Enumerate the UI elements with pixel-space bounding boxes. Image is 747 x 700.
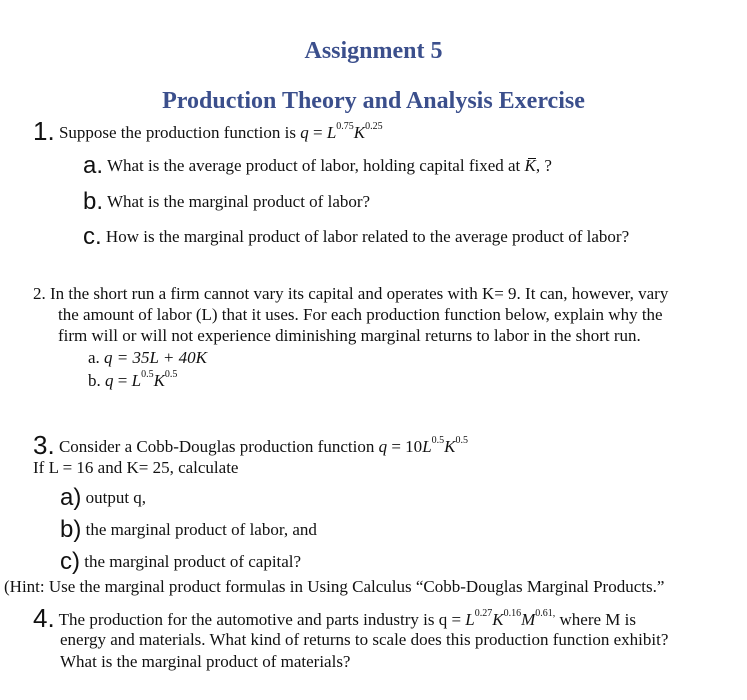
question-3b-text: the marginal product of labor, and — [85, 520, 317, 539]
question-2a-equation: q = 35L + 40K — [104, 348, 207, 367]
question-4-line-1 — [33, 605, 636, 631]
question-2b-label: b. — [88, 371, 101, 390]
question-1-text: Suppose the production function is — [58, 123, 296, 142]
assignment-title: Assignment 5 — [304, 38, 443, 64]
question-4-text: The production for the automotive and parts industry is q = — [58, 610, 462, 629]
k-bar-symbol: K — [524, 156, 536, 175]
question-3-equation: $q = 10L^{0.5}K^{0.5}$ — [378, 435, 468, 456]
question-2b — [88, 371, 177, 391]
question-1c-label: c. — [83, 223, 102, 250]
question-3-text: Consider a Cobb-Douglas production function — [58, 437, 375, 456]
question-1b-text: What is the marginal product of labor? — [106, 192, 371, 211]
question-3a-text: output q, — [85, 488, 147, 507]
question-4-equation: $L^{0.27}K^{0.16}M^{0.61,}$ — [465, 608, 556, 629]
question-3-given: If L = 16 and K= 25, calculate — [33, 458, 239, 477]
question-1b-label: b. — [83, 188, 104, 215]
question-4-line-2: energy and materials. What kind of returns to scale does this production function exhibit? — [60, 630, 669, 649]
question-4-number: 4. — [33, 603, 55, 633]
question-3c-label: c) — [60, 548, 80, 575]
question-3a-label: a) — [60, 484, 82, 511]
question-3b — [60, 518, 317, 542]
question-2a-label: a. — [88, 348, 100, 367]
question-2b-equation: $q = L^{0.5}K^{0.5}$ — [105, 369, 178, 390]
question-1a-end: , ? — [535, 156, 552, 175]
question-3c-text: the marginal product of capital? — [84, 552, 302, 571]
question-4-line-3: What is the marginal product of materials? — [60, 652, 351, 671]
question-2-line-2: the amount of labor (L) that it uses. For each production function below, explain why the — [58, 305, 663, 324]
question-3 — [33, 432, 468, 458]
question-3-hint: (Hint: Use the marginal product formulas in Using Calculus “Cobb-Douglas Marginal Products.” — [4, 577, 665, 596]
question-3b-label: b) — [60, 516, 82, 543]
question-2a — [88, 348, 207, 368]
question-4-text-after: where M is — [559, 610, 637, 629]
question-3c — [60, 550, 301, 574]
question-2-line-3: firm will or will not experience diminishing marginal returns to labor in the short run. — [58, 326, 641, 345]
question-1c-text: How is the marginal product of labor related to the average product of labor? — [105, 227, 630, 246]
question-1a-text: What is the average product of labor, holding capital fixed at — [106, 156, 521, 175]
question-1a-label: a. — [83, 152, 104, 179]
question-1b — [83, 190, 370, 214]
exercise-subtitle: Production Theory and Analysis Exercise — [162, 88, 585, 114]
question-1-equation: $q = L^{0.75}K^{0.25}$ — [300, 121, 383, 142]
question-1c — [83, 225, 629, 249]
question-2-line-1: 2. In the short run a firm cannot vary its capital and operates with K= 9. It can, however, vary — [33, 284, 669, 303]
question-1a — [83, 154, 552, 178]
question-3-number: 3. — [33, 430, 55, 460]
question-1-number: 1. — [33, 116, 55, 146]
question-3a — [60, 486, 146, 510]
question-1 — [33, 118, 383, 144]
